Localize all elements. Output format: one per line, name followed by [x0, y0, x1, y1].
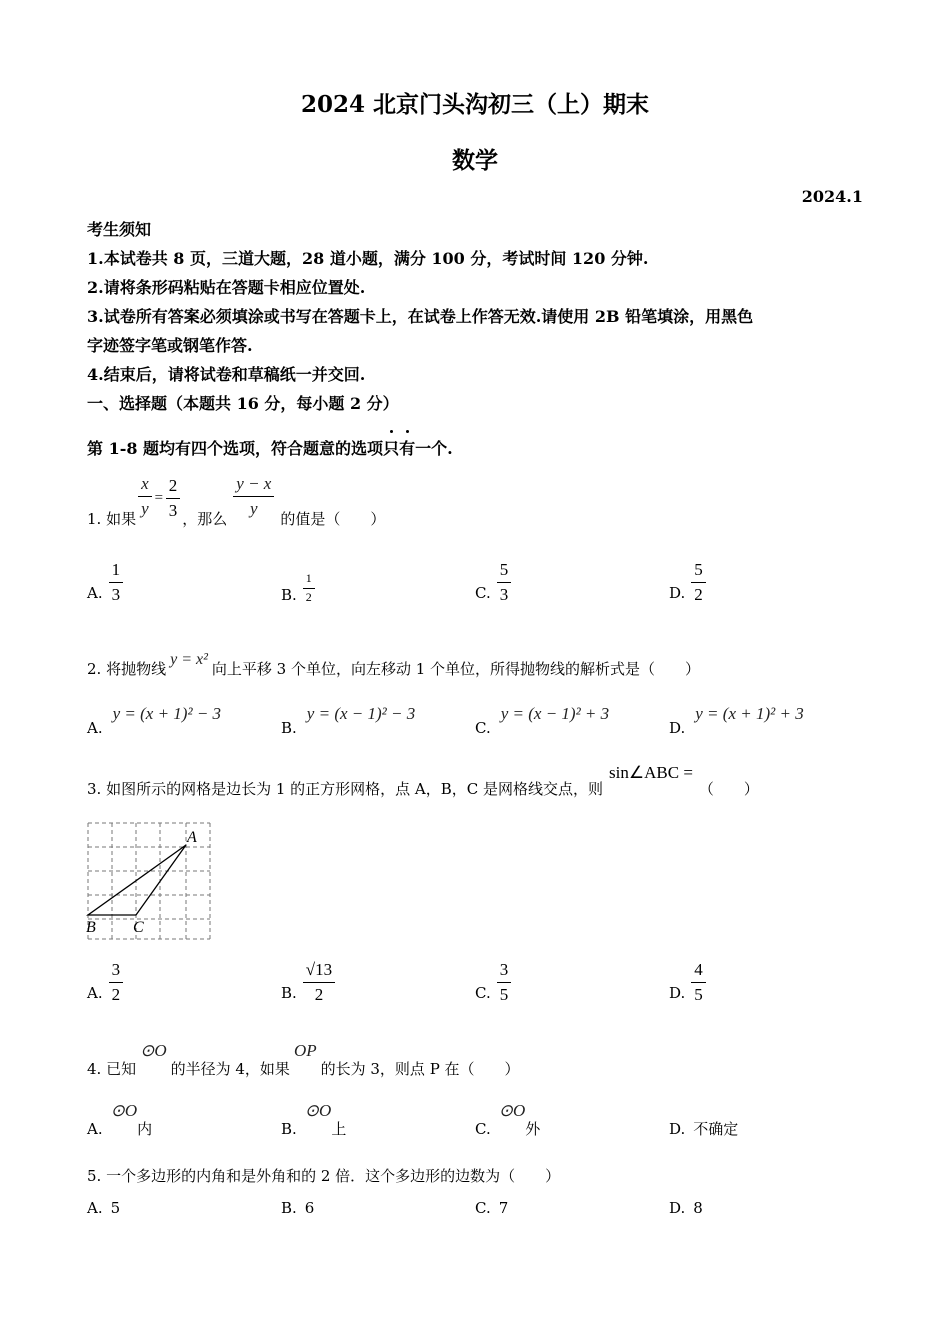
label-c: C: [133, 919, 144, 936]
q2-option-b[interactable]: [281, 704, 416, 737]
q5-option-b[interactable]: [281, 1199, 314, 1217]
q1-option-b[interactable]: [281, 572, 315, 605]
q5-option-a[interactable]: [87, 1199, 120, 1217]
option-value: 6: [304, 1199, 315, 1217]
q2-expression: y = x²: [170, 651, 208, 668]
option-text: 上: [331, 1120, 347, 1138]
q1-text: 的值是（ ）: [280, 510, 386, 528]
q4-expression-circle: ⊙O: [140, 1041, 167, 1060]
q4-option-d[interactable]: [669, 1118, 738, 1139]
option-fraction: [691, 560, 706, 604]
denominator: 2: [305, 589, 312, 604]
emphasis-char: 只: [383, 436, 399, 459]
option-fraction: [497, 960, 512, 1004]
option-label: B.: [281, 1120, 297, 1138]
denominator: 2: [694, 584, 703, 604]
option-expression: ⊙O: [498, 1101, 526, 1120]
subject-title: 数学: [452, 147, 498, 174]
option-label: C.: [475, 719, 491, 737]
denominator: 3: [499, 584, 509, 604]
option-value: 8: [693, 1199, 703, 1217]
q4-option-a[interactable]: [87, 1100, 153, 1138]
option-label: C.: [475, 584, 491, 603]
equals-sign: =: [153, 490, 164, 506]
denominator: 3: [168, 501, 178, 520]
denominator: 5: [499, 984, 509, 1004]
q3-option-c[interactable]: [475, 960, 511, 1004]
option-label: A.: [87, 984, 103, 1003]
option-expression: y = (x + 1)² + 3: [695, 704, 804, 723]
question-4: [87, 1040, 520, 1078]
option-label: B.: [281, 719, 297, 737]
option-label: A.: [87, 584, 103, 603]
numerator: 3: [497, 960, 512, 983]
notice-item: 4.结束后，请将试卷和草稿纸一并交回.: [87, 365, 366, 384]
q1-text: 1. 如果: [87, 510, 137, 528]
option-label: B.: [281, 1199, 297, 1217]
instruction-text: 一个.: [415, 439, 453, 458]
triangle-abc: [88, 845, 186, 915]
option-fraction: [691, 960, 706, 1004]
notice-item: 3.试卷所有答案必须填涂或书写在答题卡上，在试卷上作答无效.请使用 2B 铅笔填涂，用黑色: [87, 307, 754, 326]
option-fraction: [497, 560, 512, 604]
option-label: C.: [475, 1120, 491, 1138]
numerator: x: [138, 474, 152, 497]
q4-text: 4. 已知: [87, 1060, 137, 1078]
q3-option-b[interactable]: [281, 960, 335, 1004]
option-expression: ⊙O: [110, 1101, 138, 1120]
option-text: 不确定: [693, 1120, 739, 1138]
option-fraction: [303, 960, 335, 1004]
option-text: 内: [137, 1120, 153, 1138]
option-label: D.: [669, 719, 686, 737]
q3-expression: sin∠ABC =: [609, 763, 693, 782]
q2-text: 向上平移 3 个单位，向左移动 1 个单位，所得抛物线的解析式是（ ）: [211, 660, 701, 678]
q3-grid-figure: [80, 815, 220, 945]
option-value: 5: [110, 1199, 121, 1217]
q1-fraction-lhs: [138, 474, 152, 518]
question-1: [87, 474, 385, 529]
option-label: C.: [475, 1199, 491, 1217]
label-b: B: [86, 919, 96, 936]
q4-text: 的长为 3，则点 P 在（ ）: [320, 1060, 520, 1078]
section-title: 一、选择题（本题共 16 分，每小题 2 分）: [87, 394, 399, 413]
notice-item: 1.本试卷共 8 页，三道大题，28 道小题，满分 100 分，考试时间 120 分钟.: [87, 249, 649, 268]
option-fraction: [303, 572, 315, 605]
numerator: 5: [691, 560, 706, 583]
option-label: A.: [87, 719, 103, 737]
notice-heading: 考生须知: [87, 220, 152, 239]
denominator: 2: [314, 984, 324, 1004]
q5-option-c[interactable]: [475, 1199, 508, 1217]
option-label: A.: [87, 1199, 103, 1217]
q4-option-c[interactable]: [475, 1100, 541, 1138]
q1-option-a[interactable]: [87, 560, 123, 604]
option-label: D.: [669, 584, 686, 603]
option-label: B.: [281, 586, 297, 605]
option-fraction: [109, 960, 124, 1004]
option-label: A.: [87, 1120, 103, 1138]
instruction-text: 第 1-8 题均有四个选项，符合题意的选项: [87, 439, 384, 458]
option-value: 7: [498, 1199, 509, 1217]
numerator: 1: [109, 560, 124, 583]
option-label: B.: [281, 984, 297, 1003]
option-fraction: [109, 560, 124, 604]
q1-expression: [233, 474, 274, 518]
notice-item: 字迹签字笔或钢笔作答.: [87, 336, 253, 355]
option-label: D.: [669, 1199, 686, 1217]
q2-option-d[interactable]: [669, 704, 804, 737]
denominator: 3: [111, 584, 121, 604]
option-expression: y = (x − 1)² − 3: [306, 704, 416, 723]
q2-text: 2. 将抛物线: [87, 660, 167, 678]
q4-expression-op: OP: [293, 1041, 317, 1060]
label-a: A: [187, 829, 197, 846]
question-5: 5. 一个多边形的内角和是外角和的 2 倍．这个多边形的边数为（ ）: [87, 1167, 561, 1185]
denominator: 5: [694, 984, 703, 1004]
q3-text: （ ）: [698, 780, 759, 798]
q1-text: ，那么: [182, 510, 228, 528]
option-expression: ⊙O: [304, 1101, 332, 1120]
numerator: 3: [109, 960, 124, 983]
option-label: D.: [669, 1120, 686, 1138]
q4-option-b[interactable]: [281, 1100, 347, 1138]
option-label: C.: [475, 984, 491, 1003]
numerator: y − x: [233, 474, 274, 497]
page-title: 2024 北京门头沟初三（上）期末: [300, 91, 650, 118]
denominator: 2: [111, 984, 121, 1004]
option-text: 外: [525, 1120, 541, 1138]
q4-text: 的半径为 4，如果: [170, 1060, 290, 1078]
question-3: [87, 762, 759, 798]
denominator: y: [141, 499, 149, 518]
q5-option-d[interactable]: [669, 1199, 703, 1217]
q2-option-a[interactable]: [87, 704, 222, 737]
q1-fraction-rhs: [166, 476, 181, 520]
question-2: [87, 648, 701, 678]
numerator: 2: [166, 476, 181, 499]
q1-option-c[interactable]: [475, 560, 511, 604]
q3-option-a[interactable]: [87, 960, 123, 1004]
option-label: D.: [669, 984, 686, 1003]
emphasis-char: 有: [399, 436, 415, 459]
denominator: y: [250, 499, 258, 518]
q1-option-d[interactable]: [669, 560, 706, 604]
q2-option-c[interactable]: [475, 704, 610, 737]
numerator: 5: [497, 560, 512, 583]
q3-text: 3. 如图所示的网格是边长为 1 的正方形网格，点 A，B，C 是网格线交点，则: [87, 780, 604, 798]
q3-option-d[interactable]: [669, 960, 706, 1004]
exam-date: 2024.1: [801, 187, 863, 206]
numerator: 1: [303, 572, 315, 589]
notice-item: 2.请将条形码粘贴在答题卡相应位置处.: [87, 278, 366, 297]
option-expression: y = (x − 1)² + 3: [500, 704, 610, 723]
section-instruction: [87, 436, 453, 459]
numerator: √13: [303, 960, 335, 983]
option-expression: y = (x + 1)² − 3: [112, 704, 222, 723]
numerator: 4: [691, 960, 706, 983]
